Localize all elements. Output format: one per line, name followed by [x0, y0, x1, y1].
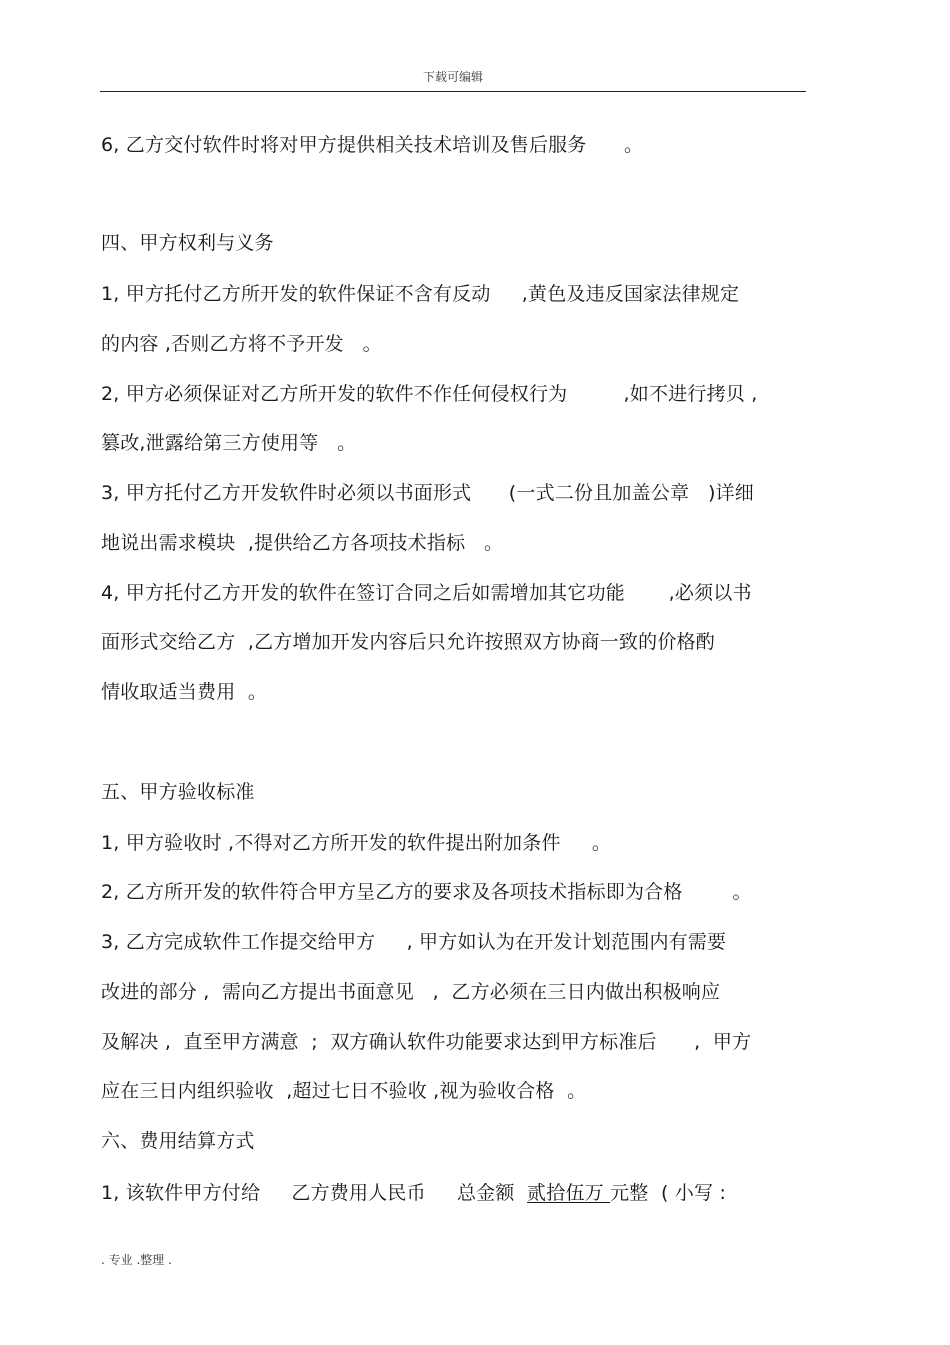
- text-line: 2, 甲方必须保证对乙方所开发的软件不作任何侵权行为 ,如不进行拷贝 ,: [101, 383, 758, 405]
- text-line: 情收取适当费用 。: [101, 681, 268, 703]
- amount-value: 贰拾伍万: [527, 1182, 611, 1204]
- text-line: 3, 乙方完成软件工作提交给甲方 , 甲方如认为在开发计划范围内有需要: [101, 931, 727, 953]
- text-line: 的内容 ,否则乙方将不予开发 。: [101, 333, 382, 355]
- text-line: 应在三日内组织验收 ,超过七日不验收 ,视为验收合格 。: [101, 1080, 587, 1102]
- text-line: 2, 乙方所开发的软件符合甲方呈乙方的要求及各项技术指标即为合格 。: [101, 881, 752, 903]
- header-divider: [100, 91, 806, 92]
- page-header: 下载可编辑: [422, 70, 483, 84]
- text-line-amount: [101, 1181, 726, 1205]
- text-line: 4, 甲方托付乙方开发的软件在签订合同之后如需增加其它功能 ,必须以书: [101, 582, 752, 604]
- amount-prefix: 1, 该软件甲方付给 乙方费用人民币 总金额: [101, 1182, 528, 1204]
- text-line: 及解决 , 直至甲方满意 ; 双方确认软件功能要求达到甲方标准后 , 甲方: [101, 1031, 752, 1053]
- section-heading: 四、甲方权利与义务: [101, 232, 274, 254]
- text-line: 1, 甲方验收时 ,不得对乙方所开发的软件提出附加条件 。: [101, 832, 612, 854]
- text-line: 改进的部分 , 需向乙方提出书面意见 , 乙方必须在三日内做出积极响应: [101, 981, 721, 1003]
- text-line: 6, 乙方交付软件时将对甲方提供相关技术培训及售后服务 。: [101, 134, 644, 156]
- page-footer: . 专业 .整理 .: [101, 1253, 172, 1267]
- amount-suffix: 元整 ( 小写 :: [610, 1182, 727, 1204]
- section-heading: 五、甲方验收标准: [101, 781, 255, 803]
- text-line: 篡改,泄露给第三方使用等 。: [101, 432, 357, 454]
- section-heading: 六、费用结算方式: [101, 1130, 255, 1152]
- text-line: 地说出需求模块 ,提供给乙方各项技术指标 。: [101, 532, 504, 554]
- text-line: 1, 甲方托付乙方所开发的软件保证不含有反动 ,黄色及违反国家法律规定: [101, 283, 740, 305]
- text-line: 面形式交给乙方 ,乙方增加开发内容后只允许按照双方协商一致的价格酌: [101, 631, 715, 653]
- text-line: 3, 甲方托付乙方开发软件时必须以书面形式 (一式二份且加盖公章 )详细: [101, 482, 754, 504]
